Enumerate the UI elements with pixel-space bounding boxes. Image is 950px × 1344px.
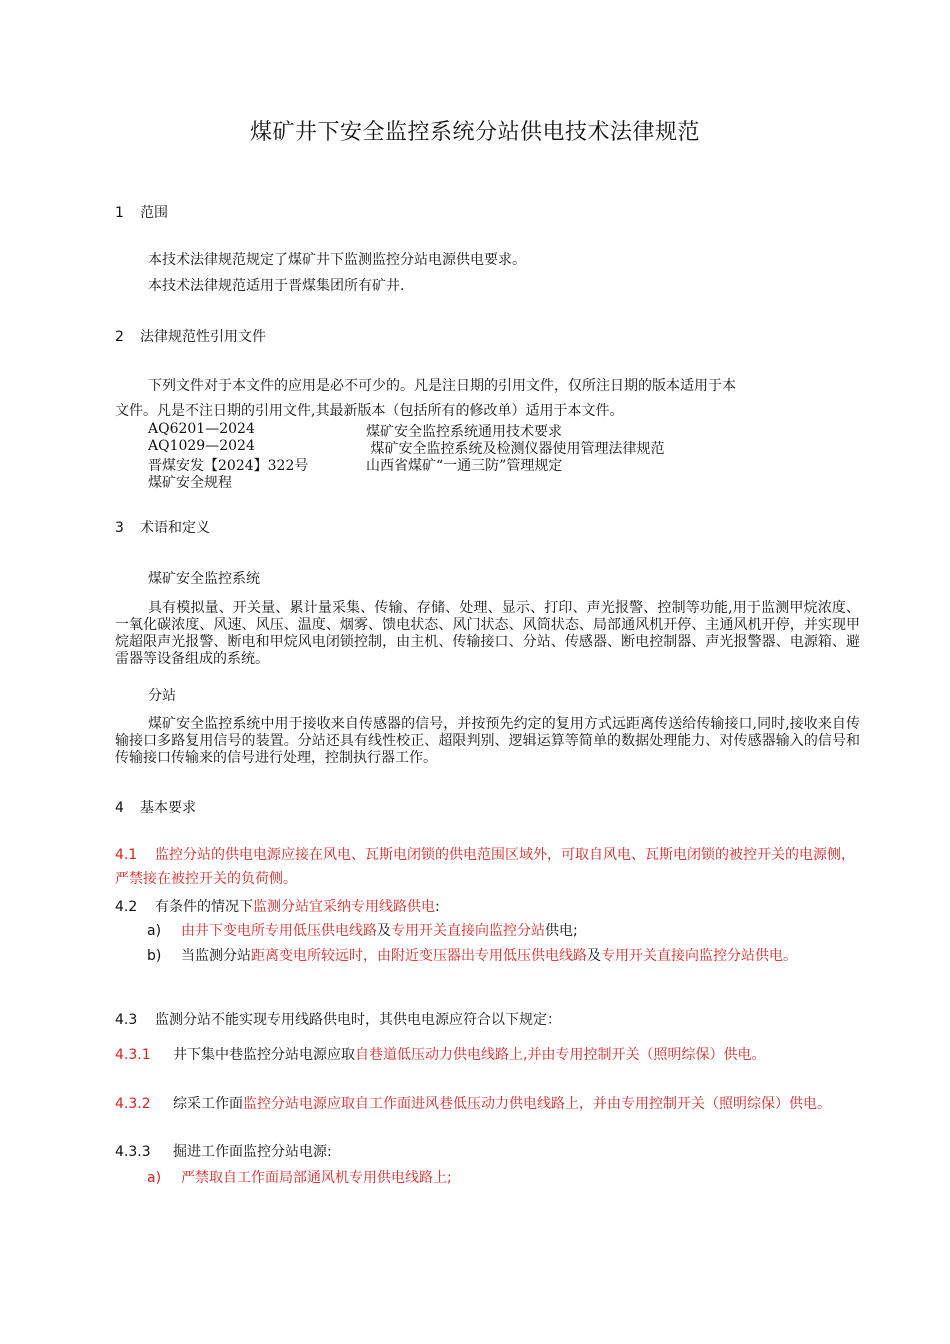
requirement-4-3-1 — [115, 1043, 860, 1067]
requirement-text: 井下集中巷监控分站电源应取 — [173, 1047, 355, 1063]
section-1-heading — [115, 202, 168, 222]
requirement-number: 4.3.1 — [115, 1047, 151, 1063]
item-text: 及 — [587, 948, 601, 964]
requirement-4-3-3-item-a — [147, 1167, 452, 1187]
requirement-text: : — [435, 899, 440, 915]
item-highlight: 专用开关直接向监控分站 — [391, 923, 545, 939]
reference-name: 煤矿安全监控系统及检测仪器使用管理法律规范 — [366, 441, 665, 457]
item-text: 供电; — [545, 923, 578, 939]
requirement-number: 4.2 — [115, 899, 138, 915]
item-highlight: 专用开关直接向监控分站供电。 — [601, 948, 797, 964]
term-definition-substation: 煤矿安全监控系统中用于接收来自传感器的信号，并按预先约定的复用方式远距离传送给传输接口,同时,接收来自传输接口多路复用信号的装置。分站还具有线性校正、超限判别、逻辑运算等简单的数据处理能力、对传感器输入的信号和传输接口传输来的信号进行处理，控制执行器工作。 — [115, 716, 860, 766]
requirement-4-3-3 — [115, 1141, 332, 1161]
requirement-text: 有条件的情况下 — [155, 899, 253, 915]
reference-code: 晋煤安发【2024】322号 — [148, 458, 309, 474]
reference-name: 煤矿安全监控系统通用技术要求 — [366, 424, 562, 440]
requirement-number: 4.1 — [115, 847, 138, 863]
item-text: 及 — [377, 923, 391, 939]
item-text: 严禁取自工作面局部通风机专用供电线路上; — [181, 1170, 452, 1186]
requirement-4-3-2 — [115, 1092, 860, 1116]
item-highlight: 由井下变电所专用低压供电线路 — [181, 923, 377, 939]
requirement-text: 掘进工作面监控分站电源: — [173, 1144, 332, 1160]
requirement-4-2-item-a — [147, 920, 578, 940]
section-title: 术语和定义 — [140, 520, 210, 536]
reference-code: AQ1029—2024 — [148, 438, 255, 454]
section-4-heading — [115, 797, 196, 817]
section-title: 基本要求 — [140, 800, 196, 816]
requirement-4-2 — [115, 896, 440, 916]
item-label: b) — [147, 948, 162, 964]
requirement-4-3 — [115, 1009, 561, 1029]
requirement-text: 监测分站不能实现专用线路供电时，其供电电源应符合以下规定： — [155, 1012, 561, 1028]
requirement-highlight: 监控分站电源应取自工作面进风巷低压动力供电线路上，并由专用控制开关（照明综保）供电。 — [243, 1096, 831, 1112]
section-number: 1 — [115, 205, 124, 221]
references-intro-line-1: 下列文件对于本文件的应用是必不可少的。凡是注日期的引用文件，仅所注日期的版本适用于本 — [148, 378, 736, 394]
references-intro-line-2: 文件。凡是不注日期的引用文件,其最新版本（包括所有的修改单）适用于本文件。 — [115, 403, 624, 419]
section-2-heading — [115, 326, 266, 346]
reference-code: 煤矿安全规程 — [148, 475, 232, 491]
requirement-highlight: 自巷道低压动力供电线路上,并由专用控制开关（照明综保）供电。 — [355, 1047, 766, 1063]
section-number: 3 — [115, 520, 124, 536]
requirement-4-2-item-b — [147, 944, 894, 968]
reference-code: AQ6201—2024 — [148, 421, 255, 437]
requirement-4-1 — [115, 843, 860, 891]
section-3-heading — [115, 517, 210, 537]
scope-paragraph-1: 本技术法律规范规定了煤矿井下监测监控分站电源供电要求。 — [148, 252, 526, 268]
term-heading-monitoring-system: 煤矿安全监控系统 — [148, 571, 260, 587]
item-text: 当监测分站 — [181, 948, 251, 964]
requirement-text: 综采工作面 — [173, 1096, 243, 1112]
item-highlight: 距离变电所较远时，由附近变压器出专用低压供电线路 — [251, 948, 587, 964]
term-definition-monitoring-system: 具有模拟量、开关量、累计量采集、传输、存储、处理、显示、打印、声光报警、控制等功能,用于监测甲烷浓度、一氧化碳浓度、风速、风压、温度、烟雾、馈电状态、风门状态、风筒状态、局部通风机开停、主通风机开停，并实现甲烷超限声光报警、断电和甲烷风电闭锁控制，由主机、传输接口、分站、传感器、断电控制器、声光报警器、电源箱、避雷器等设备组成的系统。 — [115, 600, 860, 667]
requirement-number: 4.3 — [115, 1012, 138, 1028]
section-number: 2 — [115, 329, 124, 345]
section-title: 范围 — [140, 205, 168, 221]
section-title: 法律规范性引用文件 — [140, 329, 266, 345]
scope-paragraph-2: 本技术法律规范适用于晋煤集团所有矿井. — [148, 278, 405, 294]
requirement-text: 监控分站的供电电源应接在风电、瓦斯电闭锁的供电范围区域外，可取自风电、瓦斯电闭锁的被控开关的电源侧，严禁接在被控开关的负荷侧。 — [115, 847, 855, 887]
item-label: a) — [147, 1170, 162, 1186]
term-heading-substation: 分站 — [148, 688, 176, 704]
requirement-number: 4.3.3 — [115, 1144, 151, 1160]
reference-name: 山西省煤矿“一通三防”管理规定 — [366, 458, 563, 474]
item-label: a) — [147, 923, 162, 939]
document-title: 煤矿井下安全监控系统分站供电技术法律规范 — [249, 120, 700, 145]
requirement-highlight: 监测分站宜采纳专用线路供电 — [253, 899, 435, 915]
section-number: 4 — [115, 800, 124, 816]
requirement-number: 4.3.2 — [115, 1096, 151, 1112]
